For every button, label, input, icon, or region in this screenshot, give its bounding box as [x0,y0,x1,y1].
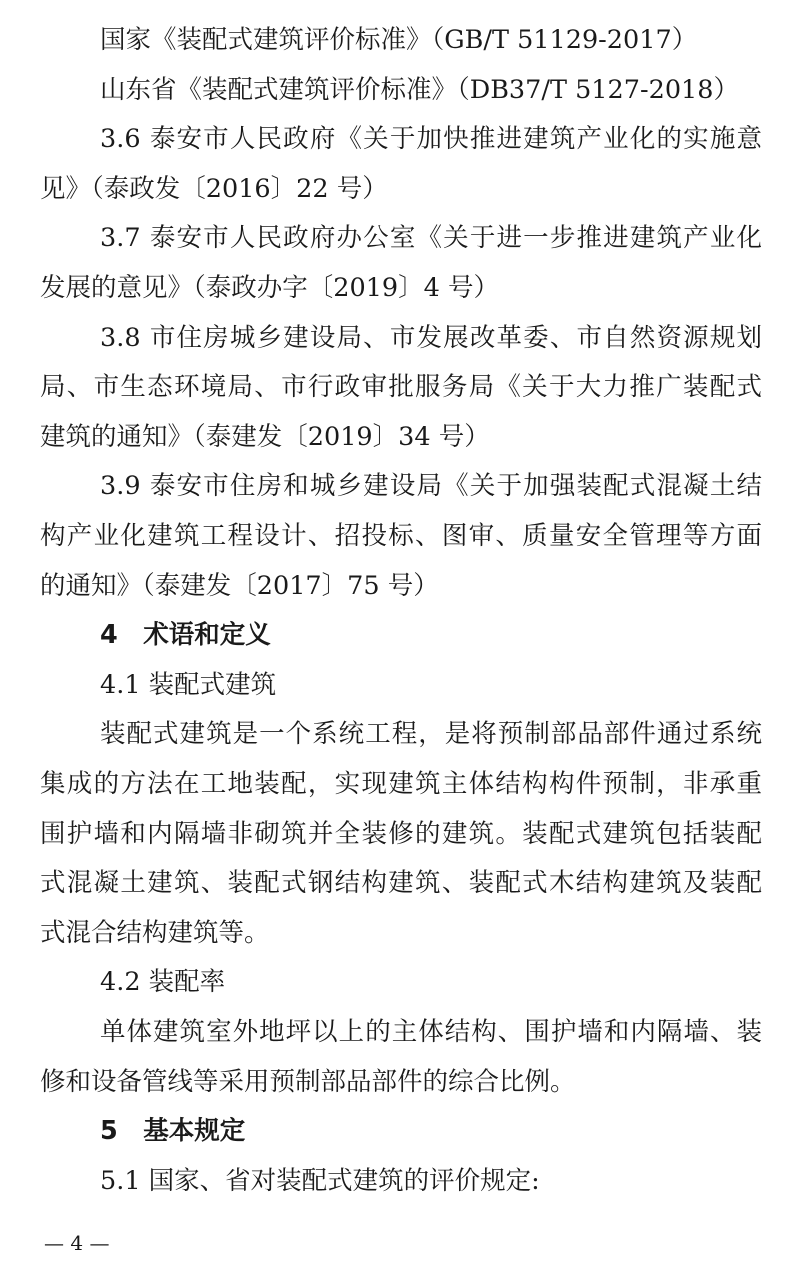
text-line: 3.6 泰安市人民政府《关于加快推进建筑产业化的实施意 [100,124,762,155]
text-line: 国家《装配式建筑评价标准》（GB/T 51129-2017） [100,25,698,55]
text-line: 3.7 泰安市人民政府办公室《关于进一步推进建筑产业化 [100,223,762,254]
text-line: 式混凝土建筑、装配式钢结构建筑、装配式木结构建筑及装配 [40,868,762,899]
section-heading: 4 术语和定义 [100,620,271,651]
text-line: 4.2 装配率 [100,967,226,998]
text-line: 建筑的通知》（泰建发〔2019〕34 号） [40,421,490,452]
text-line: 发展的意见》（泰政办字〔2019〕4 号） [40,273,499,303]
text-line: 集成的方法在工地装配，实现建筑主体结构构件预制，非承重 [40,769,762,799]
text-line: 式混合结构建筑等。 [40,917,270,948]
section-heading: 5 基本规定 [100,1116,246,1147]
text-line: 山东省《装配式建筑评价标准》（DB37/T 5127-2018） [100,74,739,105]
text-line: 局、市生态环境局、市行政审批服务局《关于大力推广装配式 [40,372,762,403]
text-line: 5.1 国家、省对装配式建筑的评价规定: [100,1165,540,1196]
text-line: 构产业化建筑工程设计、招投标、图审、质量安全管理等方面 [40,521,762,551]
page-number: — 4 — [44,1231,110,1255]
text-line: 见》（泰政发〔2016〕22 号） [40,173,388,204]
text-line: 3.8 市住房城乡建设局、市发展改革委、市自然资源规划 [100,322,762,353]
text-line: 修和设备管线等采用预制部品部件的综合比例。 [40,1066,576,1097]
text-line: 的通知》（泰建发〔2017〕75 号） [40,570,439,601]
text-line: 围护墙和内隔墙非砌筑并全装修的建筑。装配式建筑包括装配 [40,818,762,849]
text-line: 3.9 泰安市住房和城乡建设局《关于加强装配式混凝土结 [100,471,762,502]
text-line: 4.1 装配式建筑 [100,669,277,700]
text-line: 装配式建筑是一个系统工程，是将预制部品部件通过系统 [100,719,762,750]
text-line: 单体建筑室外地坪以上的主体结构、围护墙和内隔墙、装 [100,1017,762,1047]
